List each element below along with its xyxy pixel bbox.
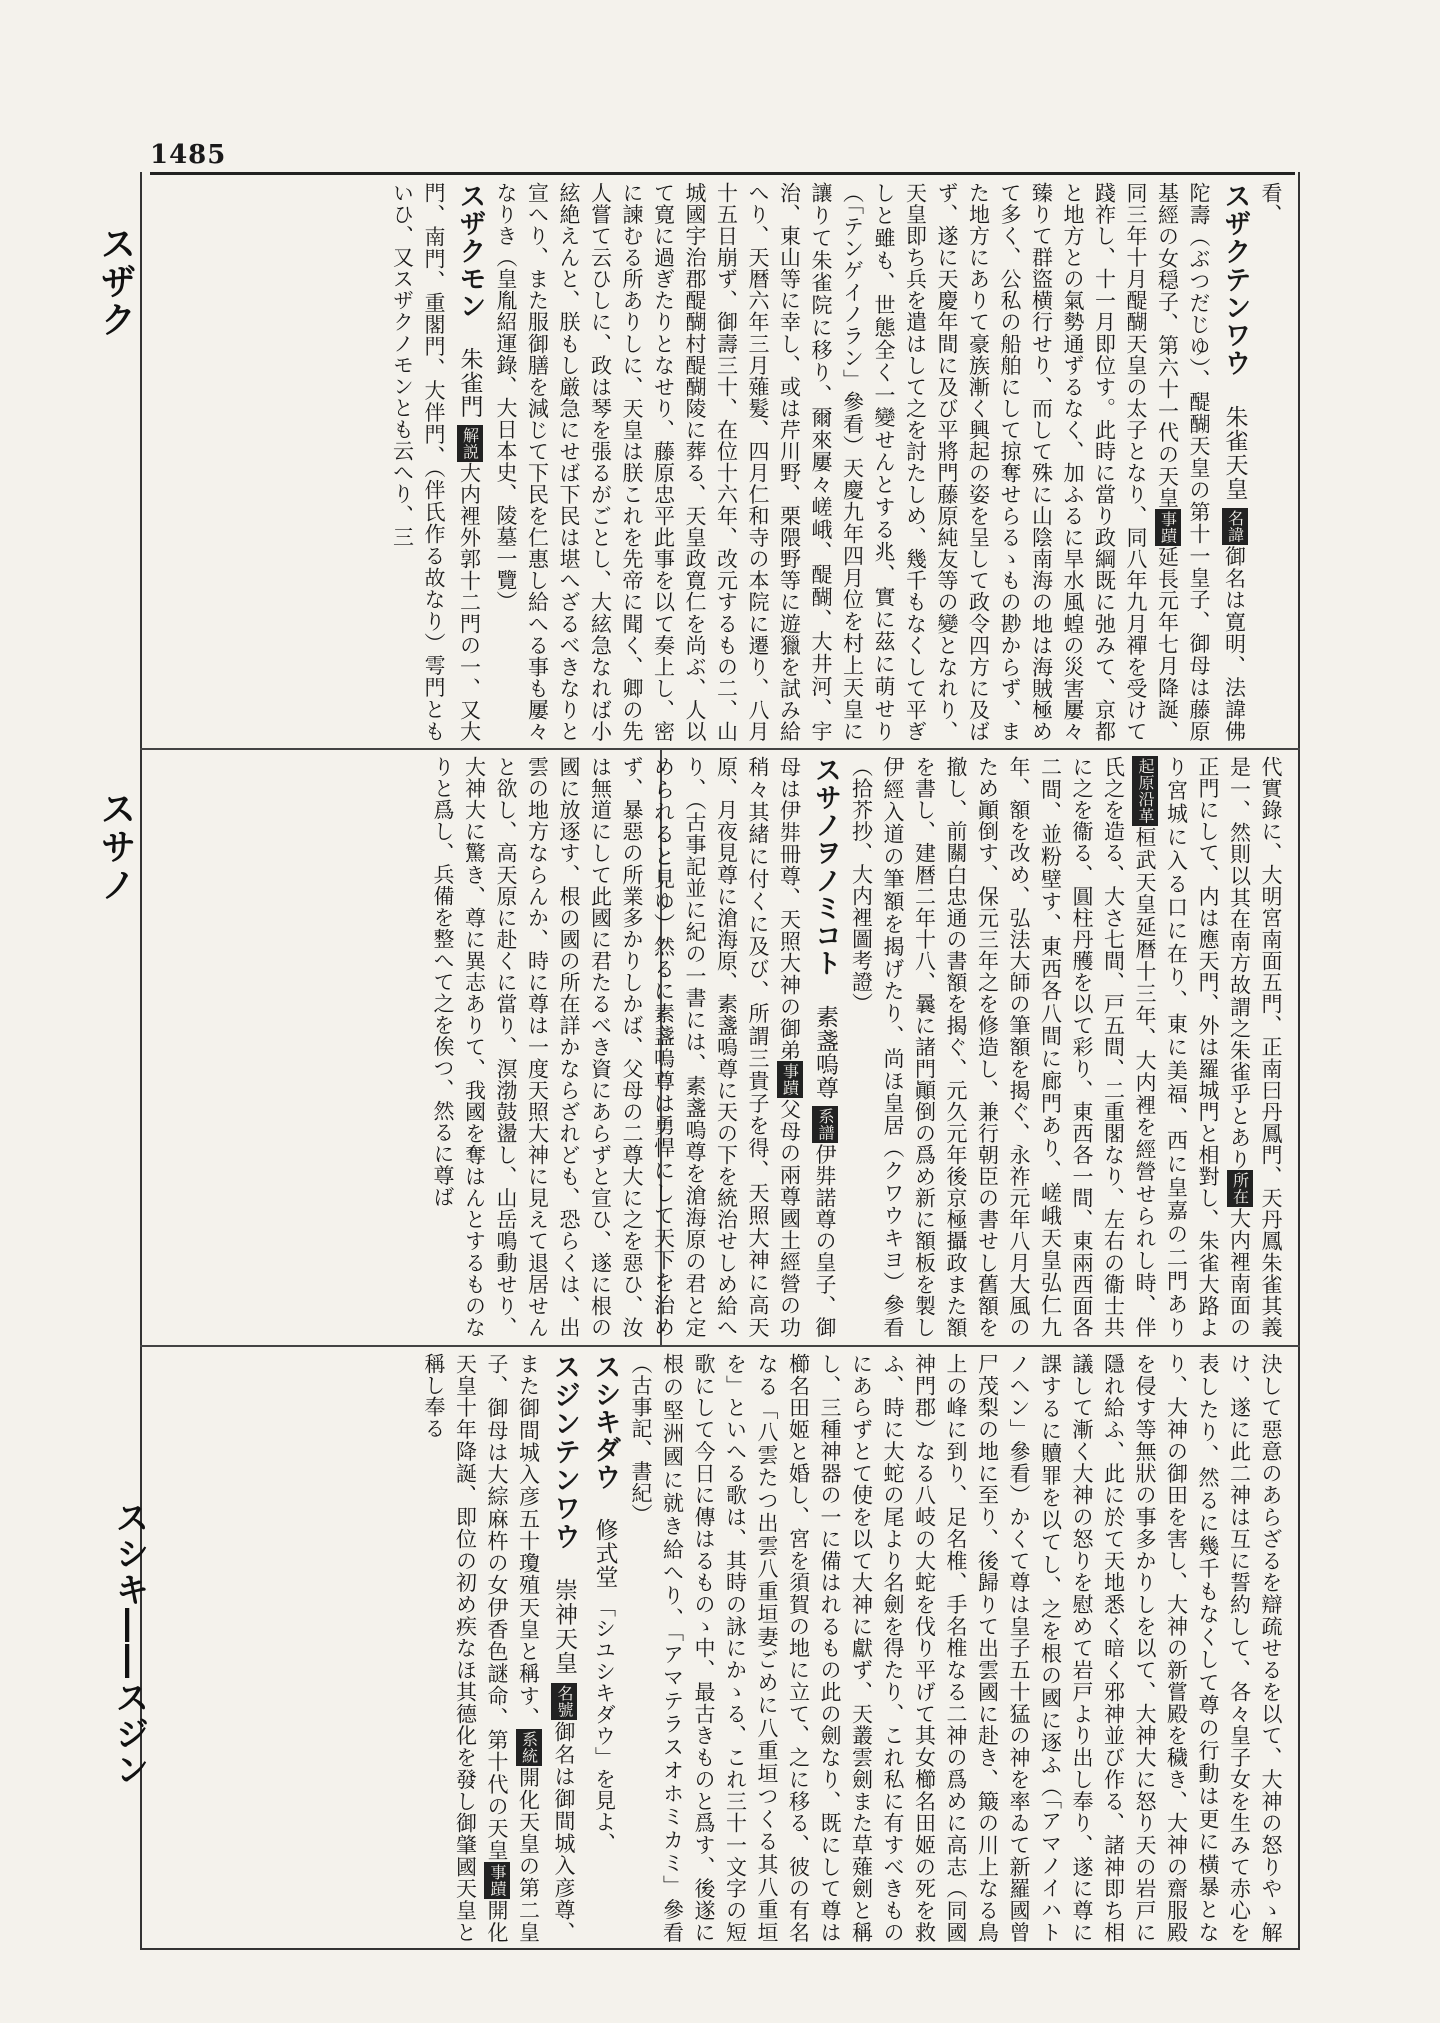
body-text: 父母の兩尊國土經營の功稍々其緒に付くに及び、所謂三貴子を得、天照大神に高天原、月夜見尊に滄海原、素盞嗚尊に天の下を統治せしめ給へり、（古事記並に紀の一書には、素盞嗚尊を滄海原の君と定められると見ゆ）然るに素盞嗚尊は勇悍にして天下を治めず、暴惡の所業多かりしかば、父母の二尊大に之を惡ひ、汝は無道にして此國に君たるべき資にあらずと宣ひ、遂に根の國に放逐す、根の國の所在詳かならざれども、恐らくは、出雲の地方ならんか、時に尊は一度天照大神に見えて退居せんと欲し、高天原に赴くに當り、溟渤鼓盪し、山岳鳴動せり、大神大に驚き、尊に異志ありて、我國を奪はんとするものなりと爲し、兵備を整へて之を俟つ、然るに尊ば	[431, 756, 802, 1338]
entry-heading-suzaku-mon: スザクモン	[454, 182, 486, 320]
entry-heading-shushikidau: スシキダウ	[589, 1353, 621, 1491]
tag-jiseki: 事蹟	[484, 1862, 510, 1899]
body-text: 伊弉諾尊の皇子、御母は伊弉冊尊、天照大神の御弟	[777, 756, 837, 1338]
entry-kanji-susanoo: 素盞嗚尊	[812, 1004, 838, 1100]
entry-heading-sujin-tenno: スジンテンワウ	[549, 1353, 580, 1551]
entry-heading-susanoo: スサノヲノミコト	[810, 756, 841, 977]
entry-kanji-sujin-tenno: 崇神天皇	[551, 1578, 577, 1676]
body-text: 桓武天皇延暦十三年、大内裡を經營せられし時、伴氏之を造る、大さ七間、戸五間、二重閣なり、左右の衞士共に之を衞る、圓柱丹雘を以て彩り、東西各一間、東兩西面各二間、並粉壁す、東西各八間に廊門あり、嵯峨天皇弘仁九年、額を改め、弘法大師の筆額を揭ぐ、永祚元年八月大風のため顚倒す、保元三年之を修造し、兼行朝臣の書せし舊額を撤し、前關白忠通の書額を揭ぐ、元久元年後京極攝政また額を書し、建暦二年十八、曩に諸門顚倒の爲め新に額板を製し伊經入道の筆額を揭げたり、尚ほ皇居（クワウキヨ）參看（拾芥抄、大内裡圖考證）	[849, 756, 1157, 1338]
section-b-text	[158, 756, 1286, 1338]
body-text: 大内裡南面の正門にして、内は應天門、外は羅城門と相對し、朱雀大路より宮城に入る口に在り、東に美福、西に皇嘉の二門あり	[1164, 756, 1252, 1338]
body-text: 御名は寛明、法諱佛陀壽（ぶつだじゆ）、醍醐天皇の第十一皇子、御母は藤原基經の女穏子、第六十一代の天皇	[1155, 182, 1247, 742]
entry-kanji-suzaku-mon: 朱雀門	[456, 347, 483, 418]
body-text: 開化天皇の第二皇子、御母は大綜麻杵の女伊香色謎命、第十代の天皇	[485, 1353, 541, 1943]
body-text: 開化天皇十年降誕、即位の初め疾なほ其德化を發し御肇國天皇と稱し奉る	[422, 1353, 509, 1943]
section-a-text	[158, 182, 1286, 742]
tag-meigo: 名號	[551, 1683, 577, 1720]
body-text: 御名は御間城入彦尊、また御間城入彦五十瓊殖天皇と稱す、	[516, 1353, 576, 1943]
tag-keifu: 系譜	[812, 1106, 838, 1143]
body-text: 代實錄に、大明宮南面五門、正南曰丹鳳門、天丹鳳朱雀其義是一、然則以其在南方故謂之朱雀乎とあり	[1227, 756, 1283, 1338]
section-divider-upper	[140, 748, 1300, 750]
body-text: 「シユシキダウ」を見よ、	[592, 1595, 617, 1854]
entry-kanji-shushikidau: 修式堂	[591, 1518, 618, 1589]
intro-text: 看、	[1259, 182, 1283, 225]
tag-kaisetsu: 解説	[457, 425, 483, 462]
body-text: 大内裡外郭十二門の一、又大門、南門、重閣門、大伴門、（伴氏作る故なり）雩門ともいひ、又スザクノモンとも云へり、三	[390, 182, 482, 742]
tag-jiseki: 事蹟	[1155, 509, 1181, 546]
section-divider-lower	[140, 1345, 1300, 1347]
tag-jiseki: 事蹟	[777, 1061, 803, 1098]
page-number: 1485	[150, 140, 227, 170]
section-c-text	[158, 1353, 1286, 1943]
body-text: 決して惡意のあらざるを辯疏せるを以て、大神の怒りやゝ解け、遂に此二神は互に誓約して、各々皇子女を生みて赤心を表したり、然るに幾千もなくして尊の行動は更に橫暴となり、大神の御田を害し、大神の新嘗殿を穢き、大神の齋服殿を侵す等無狀の事多かりしを以て、大神大に怒り天の岩戸に隱れ給ふ、此に於て天地悉く暗く邪神並び作る、諸神即ち相議して漸く大神の怒りを慰めて岩戸より出し奉り、遂に尊に課するに贖罪を以てし、之を根の國に逐ふ（「アマノイハトノヘン」參看）かくて尊は皇子五十猛の神を率ゐて新羅國曾尸茂梨の地に至り、後歸りて出雲國に赴き、簸の川上なる鳥上の峰に到り、足名椎、手名椎なる二神の爲めに高志（同國神門郡）なる八岐の大蛇を伐り平げて其女櫛名田姬の死を救ふ、時に大蛇の尾より名劍を得たり、これ私に有すべきものにあらずとて使を以て大神に獻ず、天叢雲劍また草薙劍と稱し、三種神器の一に備はれるもの此の劍なり、既にして尊は櫛名田姬と婚し、宮を須賀の地に立て、之に移る、彼の有名なる「八雲たつ出雲八重垣妻ごめに八重垣つくる其八重垣を」といへる歌は、其時の詠にかゝる、これ三十一文字の短歌にして今日に傳はるものゝ中、最古きものと爲す、後遂に根の堅洲國に就き給へり、「アマテラスオホミカミ」參看（古事記、書紀）	[629, 1353, 1283, 1943]
tag-keito: 系統	[516, 1729, 542, 1766]
entry-kanji-suzaku-tenno: 朱雀天皇	[1221, 404, 1248, 501]
margin-label-sushiki-sujin: スシキ――スジン	[109, 1500, 149, 1788]
margin-label-susano: スサノ	[95, 790, 136, 904]
tag-meiki: 名諱	[1222, 508, 1248, 545]
tag-shozai: 所在	[1227, 1170, 1253, 1207]
margin-label-suzaku: スザク	[95, 225, 136, 339]
tag-kigen-enkaku: 起原沿革	[1132, 756, 1158, 826]
body-text: 延長元年七月降誕、同三年十月醍醐天皇の太子となり、同八年九月禪を受けて踐祚し、十一月即位す。此時に當り政綱既に弛みて、京都と地方との氣勢通ずるなく、加ふるに旱水風蝗の災害屢々臻りて群盜横行せり、而して殊に山陰南海の地は海賊極めて多く、公私の船舶にして掠奪せらるゝもの尠からず、また地方にありて豪族漸く興起の姿を呈して政令四方に及ばず、遂に天慶年間に及び平將門藤原純友等の變となれり、天皇即ち兵を遣はして之を討たしめ、幾千もなくして平ぎしと雖も、世態全く一變せんとする兆、實に茲に萌せり（「テンゲイノラン」參看）天慶九年四月位を村上天皇に讓りて朱雀院に移り、爾來屢々嵯峨、醍醐、大井河、宇治、東山等に幸し、或は芹川野、栗隈野等に遊獵を試み給へり、天暦六年三月薙髮、四月仁和寺の本院に遷り、八月十五日崩ず、御壽三十、在位十六年、改元するもの二、山城國宇治郡醍醐村醍醐陵に葬る、天皇政寛仁を尚ぶ、人以て寛に過ぎたりとなせり、藤原忠平此事を以て奏上し、密に諫むる所ありしに、天皇は朕これを先帝に聞く、卿の先人嘗て云ひしに、政は琴を張るがごとし、大絃急なれば小絃絶えんと、朕もし厳急にせば下民は堪へざるべきなりと宣へり、また服御膳を減じて下民を仁惠し給へる事も屢々なりき（皇胤紹運錄、大日本史、陵墓一覽）	[494, 182, 1180, 742]
entry-heading-suzaku-tenno: スザクテンワウ	[1219, 182, 1251, 378]
